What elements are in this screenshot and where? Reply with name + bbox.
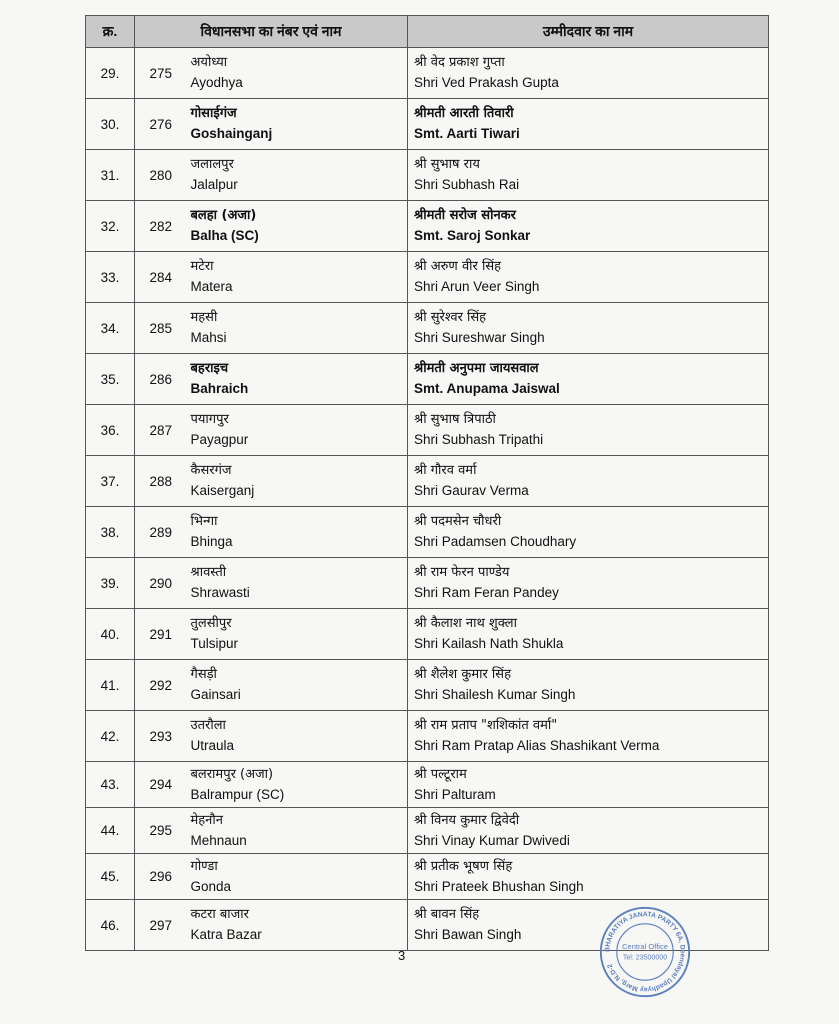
constituency-name-english: Bahraich [190, 381, 249, 396]
candidate-name-hindi: श्री पल्टूराम [414, 766, 467, 782]
serial-cell: 36. [86, 405, 135, 456]
candidate-name-hindi: श्री विनय कुमार द्विवेदी [414, 812, 520, 828]
table-row [86, 558, 769, 609]
constituency-name-hindi: गोण्डा [190, 858, 218, 874]
constituency-number: 288 [135, 456, 187, 507]
table-row [86, 354, 769, 405]
constituency-name-hindi: गैसड़ी [190, 667, 217, 682]
candidate-name [408, 854, 769, 900]
page-number: 3 [398, 948, 406, 963]
serial-cell: 35. [86, 354, 135, 405]
serial-cell: 32. [86, 201, 135, 252]
candidate-name-hindi: श्री सुभाष त्रिपाठी [414, 412, 496, 427]
candidate-name-english: Shri Arun Veer Singh [414, 279, 540, 294]
candidate-name [408, 150, 769, 201]
table-row [86, 150, 769, 201]
constituency-name-hindi: कैसरगंज [190, 463, 232, 478]
constituency-name [187, 660, 408, 711]
candidate-name [408, 252, 769, 303]
constituency-name [187, 303, 408, 354]
table-row [86, 762, 769, 808]
table-row [86, 252, 769, 303]
constituency-name-hindi: मटेरा [190, 259, 214, 274]
constituency-name-english: Mehnaun [190, 832, 247, 848]
table-row [86, 456, 769, 507]
constituency-name-english: Gonda [190, 878, 232, 894]
candidate-name [408, 507, 769, 558]
candidate-name-english: Shri Prateek Bhushan Singh [414, 878, 584, 894]
table-row [86, 405, 769, 456]
candidate-name-hindi: श्रीमती अनुपमा जायसवाल [414, 361, 539, 376]
candidate-name-hindi: श्रीमती सरोज सोनकर [414, 208, 516, 223]
constituency-name-english: Gainsari [190, 687, 241, 702]
constituency-name-english: Goshainganj [190, 126, 273, 141]
constituency-name-hindi: जलालपुर [190, 157, 234, 172]
constituency-name-hindi: पयागपुर [190, 412, 229, 427]
table-row [86, 303, 769, 354]
table-row [86, 99, 769, 150]
candidate-name-english: Shri Vinay Kumar Dwivedi [414, 832, 570, 848]
constituency-number: 289 [135, 507, 187, 558]
candidate-name-english: Shri Ved Prakash Gupta [414, 75, 559, 90]
constituency-name [187, 558, 408, 609]
candidate-name [408, 558, 769, 609]
candidate-name [408, 711, 769, 762]
serial-cell: 42. [86, 711, 135, 762]
candidate-name [408, 48, 769, 99]
candidate-name [408, 808, 769, 854]
constituency-number: 275 [135, 48, 187, 99]
candidate-name-english: Shri Ram Pratap Alias Shashikant Verma [414, 738, 660, 753]
candidate-name-english: Smt. Aarti Tiwari [414, 126, 520, 141]
constituency-name-hindi: श्रावस्ती [190, 565, 227, 580]
table-header-row [86, 16, 769, 48]
party-seal [598, 905, 692, 999]
constituency-name-english: Kaiserganj [190, 483, 255, 498]
candidate-name-hindi: श्री अरुण वीर सिंह [414, 259, 502, 274]
candidate-name [408, 354, 769, 405]
constituency-name-english: Mahsi [190, 330, 227, 345]
constituency-number: 294 [135, 762, 187, 808]
constituency-number: 291 [135, 609, 187, 660]
constituency-name [187, 609, 408, 660]
header-serial: क्र. [86, 16, 135, 48]
constituency-number: 286 [135, 354, 187, 405]
header-constituency: विधानसभा का नंबर एवं नाम [135, 16, 408, 48]
table-row [86, 48, 769, 99]
candidate-name-english: Shri Subhash Rai [414, 177, 520, 192]
constituency-name [187, 711, 408, 762]
seal-center-line2: Tel: 23500000 [622, 954, 668, 962]
serial-cell: 34. [86, 303, 135, 354]
table-row [86, 507, 769, 558]
constituency-name [187, 252, 408, 303]
candidate-name-english: Smt. Anupama Jaiswal [414, 381, 560, 396]
constituency-name [187, 150, 408, 201]
candidate-name-english: Shri Kailash Nath Shukla [414, 636, 564, 651]
candidate-name [408, 456, 769, 507]
candidate-name-hindi: श्री बावन सिंह [414, 907, 480, 922]
constituency-name [187, 456, 408, 507]
seal-outer-ring [601, 908, 689, 996]
constituency-name-english: Ayodhya [190, 75, 243, 90]
candidate-name [408, 201, 769, 252]
candidate-name-hindi: श्री पदमसेन चौधरी [414, 514, 502, 529]
constituency-name [187, 900, 408, 951]
constituency-name-hindi: बहराइच [190, 361, 229, 376]
constituency-name [187, 808, 408, 854]
candidate-name-hindi: श्री राम प्रताप "शशिकांत वर्मा" [414, 718, 558, 733]
constituency-name-hindi: गोसाईगंज [190, 106, 237, 121]
candidate-name [408, 900, 769, 951]
serial-cell: 40. [86, 609, 135, 660]
constituency-name [187, 354, 408, 405]
candidate-name-hindi: श्री वेद प्रकाश गुप्ता [414, 55, 505, 70]
candidate-name-hindi: श्री कैलाश नाथ शुक्ला [414, 616, 517, 631]
constituency-name [187, 405, 408, 456]
constituency-name-english: Balha (SC) [190, 228, 259, 243]
constituency-name-hindi: कटरा बाजार [190, 907, 249, 922]
candidate-name-english: Shri Bawan Singh [414, 927, 522, 942]
constituency-name-english: Shrawasti [190, 585, 250, 600]
serial-cell: 30. [86, 99, 135, 150]
header-candidate: उम्मीदवार का नाम [408, 16, 769, 48]
constituency-name-english: Utraula [190, 738, 235, 753]
constituency-name [187, 854, 408, 900]
candidate-name-english: Shri Ram Feran Pandey [414, 585, 559, 600]
serial-cell: 41. [86, 660, 135, 711]
candidate-name [408, 609, 769, 660]
table-row [86, 808, 769, 854]
constituency-name-hindi: मेहनौन [190, 812, 223, 828]
candidate-name-english: Shri Gaurav Verma [414, 483, 529, 498]
constituency-number: 295 [135, 808, 187, 854]
serial-cell: 45. [86, 854, 135, 900]
constituency-number: 292 [135, 660, 187, 711]
constituency-name-hindi: बलरामपुर (अजा) [190, 766, 274, 782]
serial-cell: 33. [86, 252, 135, 303]
candidate-name-hindi: श्री गौरव वर्मा [414, 463, 477, 478]
constituency-name [187, 48, 408, 99]
constituency-number: 287 [135, 405, 187, 456]
constituency-number: 284 [135, 252, 187, 303]
candidate-name [408, 405, 769, 456]
constituency-name [187, 762, 408, 808]
candidate-name-hindi: श्रीमती आरती तिवारी [414, 106, 514, 121]
constituency-name-english: Matera [190, 279, 233, 294]
constituency-number: 276 [135, 99, 187, 150]
constituency-number: 293 [135, 711, 187, 762]
constituency-name-hindi: अयोध्या [190, 55, 228, 70]
serial-cell: 38. [86, 507, 135, 558]
seal-ring-text: BHARATIYA JANATA PARTY 6A, Deendayal Upadhyay Marg, N.D-2 [604, 911, 686, 993]
constituency-name-hindi: भिन्गा [190, 514, 218, 529]
constituency-name-english: Tulsipur [190, 636, 239, 651]
seal-center-line1: Central Office [622, 942, 668, 952]
candidate-name-hindi: श्री सुरेश्वर सिंह [414, 310, 487, 325]
candidate-name-english: Shri Palturam [414, 786, 496, 802]
candidate-name-english: Smt. Saroj Sonkar [414, 228, 531, 243]
constituency-name-english: Payagpur [190, 432, 249, 447]
table-row [86, 609, 769, 660]
constituency-name-hindi: बलहा (अजा) [190, 208, 257, 223]
constituency-number: 282 [135, 201, 187, 252]
constituency-name-hindi: महसी [190, 310, 218, 325]
serial-cell: 39. [86, 558, 135, 609]
table-row [86, 711, 769, 762]
constituency-name-english: Bhinga [190, 534, 233, 549]
serial-cell: 37. [86, 456, 135, 507]
constituency-name-english: Katra Bazar [190, 927, 262, 942]
candidate-name-english: Shri Sureshwar Singh [414, 330, 545, 345]
constituency-number: 280 [135, 150, 187, 201]
candidate-name [408, 660, 769, 711]
candidate-name [408, 762, 769, 808]
serial-cell: 29. [86, 48, 135, 99]
candidate-name-hindi: श्री शैलेश कुमार सिंह [414, 667, 511, 682]
constituency-name-english: Balrampur (SC) [190, 786, 285, 802]
candidate-name [408, 99, 769, 150]
serial-cell: 46. [86, 900, 135, 951]
seal-inner-ring [617, 924, 673, 980]
candidate-name [408, 303, 769, 354]
constituency-number: 285 [135, 303, 187, 354]
constituency-number: 296 [135, 854, 187, 900]
constituency-name-hindi: तुलसीपुर [190, 616, 232, 631]
constituency-number: 297 [135, 900, 187, 951]
constituency-name-english: Jalalpur [190, 177, 238, 192]
serial-cell: 44. [86, 808, 135, 854]
table-row [86, 660, 769, 711]
constituency-number: 290 [135, 558, 187, 609]
candidate-name-hindi: श्री प्रतीक भूषण सिंह [414, 858, 513, 874]
candidate-name-english: Shri Shailesh Kumar Singh [414, 687, 576, 702]
serial-cell: 43. [86, 762, 135, 808]
constituency-name [187, 507, 408, 558]
candidate-name-hindi: श्री राम फेरन पाण्डेय [414, 565, 510, 580]
table-row [86, 854, 769, 900]
constituency-name-hindi: उतरौला [190, 718, 226, 733]
candidate-name-english: Shri Subhash Tripathi [414, 432, 544, 447]
candidate-name-english: Shri Padamsen Choudhary [414, 534, 577, 549]
candidate-table [85, 15, 769, 951]
serial-cell: 31. [86, 150, 135, 201]
constituency-name [187, 99, 408, 150]
table-row [86, 201, 769, 252]
constituency-name [187, 201, 408, 252]
candidate-name-hindi: श्री सुभाष राय [414, 157, 480, 172]
